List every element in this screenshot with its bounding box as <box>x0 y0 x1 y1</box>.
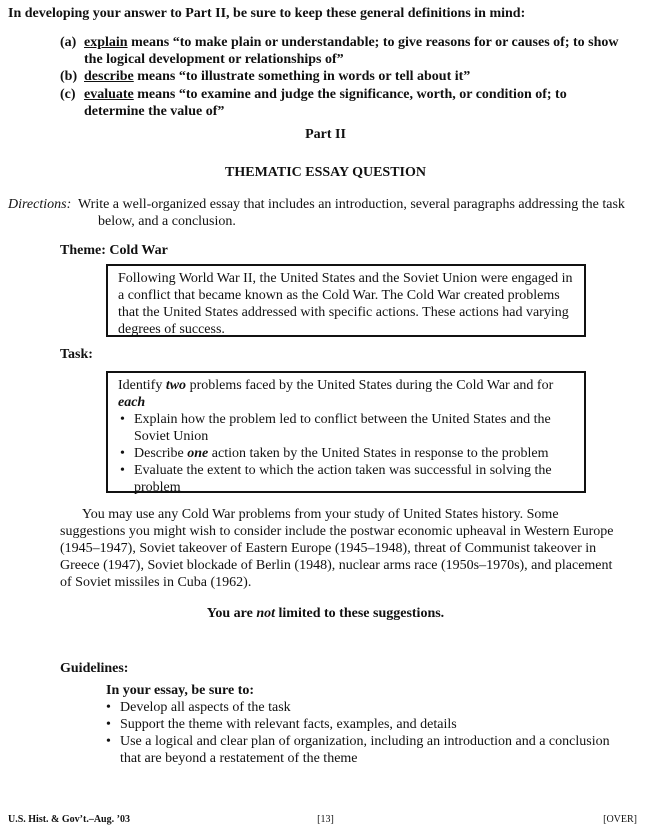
footer-left: U.S. Hist. & Gov’t.–Aug. ’03 <box>8 814 130 825</box>
task-bullet-describe <box>118 445 576 462</box>
definition-letter: (c) <box>60 87 76 102</box>
definition-text: means “to make plain or understandable; to give reasons for or causes of; to show the logical development or relationships of” <box>84 35 619 67</box>
guidelines-label: Guidelines: <box>60 661 129 676</box>
guideline-item <box>104 733 624 767</box>
footer-page-number: [13] <box>317 814 334 825</box>
definition-evaluate <box>60 86 620 120</box>
definition-letter: (a) <box>60 35 77 50</box>
guideline-item <box>104 699 624 716</box>
directions-label: Directions: <box>8 197 72 212</box>
task-bullet-emphasis: one <box>187 446 209 461</box>
definition-describe <box>60 68 620 85</box>
theme-box <box>106 264 586 337</box>
task-intro-emphasis: two <box>165 378 187 393</box>
guidelines-subhead: In your essay, be sure to: <box>106 683 255 698</box>
limit-emphasis: not <box>256 606 276 621</box>
task-bullet-explain <box>118 411 576 445</box>
definition-letter: (b) <box>60 69 78 84</box>
part-title: Part II <box>305 127 346 142</box>
directions-text <box>80 196 645 230</box>
task-bullet-text: action taken by the United States in response to the problem <box>208 446 549 461</box>
definitions-heading: In developing your answer to Part II, be sure to keep these general definitions in mind: <box>8 6 526 21</box>
task-intro-pre: Identify <box>118 378 166 393</box>
task-intro-post: problems faced by the United States during the Cold War and for <box>186 378 554 393</box>
task-bullet-evaluate <box>118 462 576 496</box>
suggestions-paragraph: You may use any Cold War problems from your study of United States history. Some suggestions you might wish to consider include the postwar economic upheaval in Western Europe (1945–1947), Soviet takeover of Eastern Europe (1945–1948), threat of Communist takeover in Greece (1947), Soviet blockade of Berlin (1948), nuclear arms race (1950s–1970s), and placement of Soviet missiles in Cuba (1962). <box>60 507 614 590</box>
definition-explain <box>60 34 620 68</box>
theme-text: Following World War II, the United States and the Soviet Union were engaged in a conflict that became known as the Cold War. The Cold War created problems that the United States addressed with specific actions. These actions had varying degrees of success. <box>118 271 573 337</box>
guideline-text: Use a logical and clear plan of organization, including an introduction and a conclusion that are beyond a restatement of the theme <box>120 734 610 766</box>
theme-label: Theme: Cold War <box>60 243 168 258</box>
definition-term: describe <box>84 69 134 84</box>
definition-text: means “to illustrate something in words or tell about it” <box>133 69 471 84</box>
limit-post: limited to these suggestions. <box>275 606 445 621</box>
suggestions-limit <box>0 605 651 622</box>
guidelines-list <box>104 699 624 767</box>
footer-over: [OVER] <box>603 814 637 825</box>
definition-term: explain <box>84 35 128 50</box>
task-bullet-text: Evaluate the extent to which the action taken was successful in solving the problem <box>134 463 552 495</box>
task-intro-each: each <box>118 395 146 410</box>
limit-pre: You are <box>206 606 257 621</box>
task-intro <box>118 377 576 394</box>
task-bullet-text: Explain how the problem led to conflict between the United States and the Soviet Union <box>134 412 551 444</box>
definition-term: evaluate <box>84 87 134 102</box>
guideline-text: Support the theme with relevant facts, examples, and details <box>120 717 457 732</box>
guideline-item <box>104 716 624 733</box>
definition-text: means “to examine and judge the significance, worth, or condition of; to determine the value of” <box>84 87 567 119</box>
task-label: Task: <box>60 347 93 362</box>
section-title: THEMATIC ESSAY QUESTION <box>225 165 426 180</box>
directions-body: Write a well-organized essay that includes an introduction, several paragraphs addressing the task below, and a conclusion. <box>78 197 625 229</box>
guideline-text: Develop all aspects of the task <box>120 700 291 715</box>
task-box <box>106 371 586 493</box>
task-bullet-text: Describe <box>134 446 188 461</box>
